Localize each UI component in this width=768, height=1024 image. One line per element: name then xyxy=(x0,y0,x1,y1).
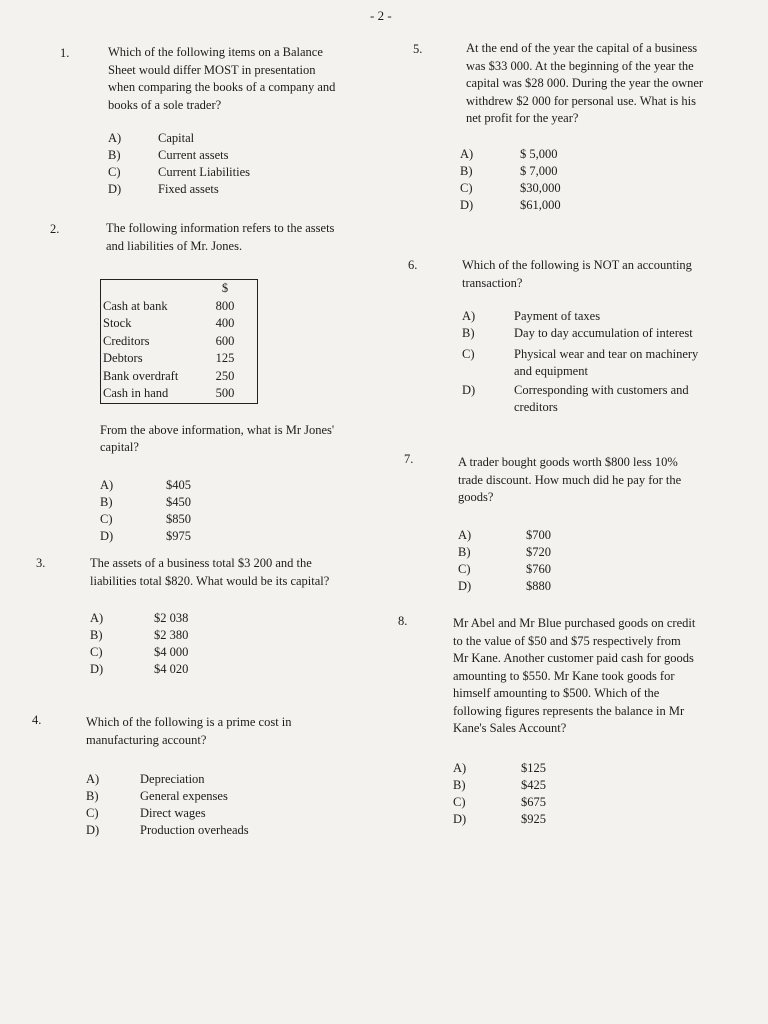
option-letter: C) xyxy=(108,165,121,179)
option-text: $4 020 xyxy=(154,662,189,676)
question-6-stem: Which of the following is NOT an accounting transaction? xyxy=(462,258,692,290)
option-text: Day to day accumulation of interest xyxy=(514,326,693,340)
option-d[interactable] xyxy=(462,382,707,416)
option-letter: D) xyxy=(453,811,467,826)
question-2-options xyxy=(100,477,350,545)
option-text: $425 xyxy=(521,777,546,792)
option-text: $850 xyxy=(166,511,191,526)
option-c[interactable] xyxy=(90,644,330,661)
option-text: Current assets xyxy=(158,148,229,162)
assets-liabilities-table xyxy=(100,279,258,404)
option-text: Depreciation xyxy=(140,772,205,786)
question-8 xyxy=(453,615,698,828)
option-letter: A) xyxy=(86,772,100,786)
option-a[interactable] xyxy=(100,477,350,494)
option-d[interactable] xyxy=(453,811,698,828)
option-text: Fixed assets xyxy=(158,182,219,196)
table-value: 800 xyxy=(215,298,235,313)
question-3-number: 3. xyxy=(36,556,46,570)
option-a[interactable] xyxy=(458,527,703,544)
option-letter: D) xyxy=(458,578,472,593)
table-currency-header: $ xyxy=(221,281,229,295)
question-1-options xyxy=(108,130,343,198)
option-text: $675 xyxy=(521,794,546,809)
option-text: Corresponding with customers and creditors xyxy=(514,383,689,414)
option-text: $700 xyxy=(526,527,551,542)
question-1 xyxy=(108,44,343,198)
option-letter: B) xyxy=(453,777,466,792)
table-value: 500 xyxy=(215,386,235,400)
table-value: 400 xyxy=(215,316,235,330)
option-letter: B) xyxy=(108,148,121,162)
question-1-stem: Which of the following items on a Balance Sheet would differ MOST in presentation when comparing the books of a company and books of a sole trader? xyxy=(108,45,336,112)
option-text: $ 7,000 xyxy=(520,163,558,178)
question-5-number: 5. xyxy=(413,42,423,56)
option-letter: C) xyxy=(86,806,99,820)
option-letter: A) xyxy=(460,146,474,161)
question-7-stem: A trader bought goods worth $800 less 10% trade discount. How much did he pay for the goods? xyxy=(458,455,682,504)
option-text: $4 000 xyxy=(154,645,189,659)
question-4-number: 4. xyxy=(32,713,42,727)
question-5-options xyxy=(460,146,700,214)
table-row xyxy=(101,385,258,403)
option-letter: C) xyxy=(100,511,113,526)
question-2-stem: The following information refers to the assets and liabilities of Mr. Jones. xyxy=(106,221,335,253)
option-letter: B) xyxy=(100,494,113,509)
option-letter: B) xyxy=(462,326,475,340)
option-text: $880 xyxy=(526,578,551,593)
question-2-prompt: From the above information, what is Mr Jones' capital? xyxy=(100,422,335,454)
option-text: $125 xyxy=(521,760,546,775)
option-letter: B) xyxy=(458,544,471,559)
table-row xyxy=(101,315,258,333)
option-text: Payment of taxes xyxy=(514,309,601,323)
option-a[interactable] xyxy=(453,760,698,777)
option-letter: D) xyxy=(90,662,104,676)
option-b[interactable] xyxy=(108,147,343,164)
question-7-number: 7. xyxy=(404,452,414,466)
option-letter: A) xyxy=(462,309,476,323)
option-b[interactable] xyxy=(86,788,326,805)
table-value: 125 xyxy=(215,351,235,365)
option-c[interactable] xyxy=(100,511,350,528)
question-3-stem: The assets of a business total $3 200 and the liabilities total $820. What would be its capital? xyxy=(90,556,330,588)
option-a[interactable] xyxy=(108,130,343,147)
option-b[interactable] xyxy=(462,325,707,342)
option-letter: D) xyxy=(462,383,476,397)
option-c[interactable] xyxy=(460,180,700,197)
question-2-number: 2. xyxy=(50,222,60,236)
option-text: General expenses xyxy=(140,789,228,803)
option-letter: A) xyxy=(108,131,122,145)
option-letter: A) xyxy=(453,760,467,775)
option-letter: A) xyxy=(90,611,104,625)
table-item: Cash in hand xyxy=(103,386,169,400)
option-a[interactable] xyxy=(90,610,330,627)
option-text: $720 xyxy=(526,544,551,559)
option-c[interactable] xyxy=(462,346,707,380)
question-4 xyxy=(86,714,326,839)
table-item: Cash at bank xyxy=(103,298,168,313)
option-text: Capital xyxy=(158,131,195,145)
option-b[interactable] xyxy=(453,777,698,794)
option-letter: D) xyxy=(460,197,474,212)
option-letter: A) xyxy=(458,527,472,542)
option-letter: B) xyxy=(90,628,103,642)
option-letter: A) xyxy=(100,477,114,492)
option-letter: B) xyxy=(460,163,473,178)
option-letter: C) xyxy=(453,794,466,809)
option-letter: C) xyxy=(462,347,475,361)
question-4-stem: Which of the following is a prime cost in manufacturing account? xyxy=(86,715,292,747)
question-6 xyxy=(462,257,707,416)
option-text: $925 xyxy=(521,811,546,826)
option-c[interactable] xyxy=(453,794,698,811)
question-5-stem: At the end of the year the capital of a business was $33 000. At the beginning of the year the capital was $28 000. During the year the owner withdrew $2 000 for personal use. What is his net profit for the year? xyxy=(466,41,704,125)
table-row xyxy=(101,350,258,368)
option-text: Direct wages xyxy=(140,806,206,820)
option-text: Production overheads xyxy=(140,823,249,837)
option-d[interactable] xyxy=(100,528,350,545)
table-row xyxy=(101,298,258,316)
question-8-options xyxy=(453,760,698,828)
table-item: Debtors xyxy=(103,351,143,365)
table-value: 250 xyxy=(215,368,235,383)
option-letter: D) xyxy=(100,528,114,543)
option-d[interactable] xyxy=(90,661,330,678)
question-7-options xyxy=(458,527,703,595)
option-a[interactable] xyxy=(86,771,326,788)
option-letter: B) xyxy=(86,789,99,803)
option-letter: C) xyxy=(458,561,471,576)
question-6-options xyxy=(462,308,707,416)
option-c[interactable] xyxy=(108,164,343,181)
option-c[interactable] xyxy=(458,561,703,578)
option-a[interactable] xyxy=(460,146,700,163)
option-text: $760 xyxy=(526,561,551,576)
table-item: Creditors xyxy=(103,333,150,348)
option-b[interactable] xyxy=(90,627,330,644)
option-text: $975 xyxy=(166,528,191,543)
table-row xyxy=(101,333,258,351)
question-3 xyxy=(90,555,330,678)
option-text: $2 380 xyxy=(154,628,189,642)
option-text: $2 038 xyxy=(154,611,189,625)
table-item: Stock xyxy=(103,316,132,330)
option-a[interactable] xyxy=(462,308,707,325)
table-value: 600 xyxy=(215,333,235,348)
option-text: $450 xyxy=(166,494,191,509)
option-letter: C) xyxy=(90,645,103,659)
option-c[interactable] xyxy=(86,805,326,822)
question-5 xyxy=(460,40,706,214)
option-letter: D) xyxy=(108,182,122,196)
option-text: Current Liabilities xyxy=(158,165,250,179)
question-2 xyxy=(100,220,350,545)
option-letter: D) xyxy=(86,823,100,837)
question-4-options xyxy=(86,771,326,839)
option-text: $405 xyxy=(166,477,191,492)
option-text: $30,000 xyxy=(520,180,561,195)
question-6-number: 6. xyxy=(408,258,418,272)
option-letter: C) xyxy=(460,180,473,195)
question-8-number: 8. xyxy=(398,614,408,628)
option-b[interactable] xyxy=(460,163,700,180)
option-b[interactable] xyxy=(458,544,703,561)
option-text: Physical wear and tear on machinery and equipment xyxy=(514,347,699,378)
question-7 xyxy=(458,454,703,595)
table-item: Bank overdraft xyxy=(103,368,179,383)
option-b[interactable] xyxy=(100,494,350,511)
option-d[interactable] xyxy=(108,181,343,198)
question-1-number: 1. xyxy=(60,46,70,60)
option-text: $61,000 xyxy=(520,197,561,212)
question-3-options xyxy=(90,610,330,678)
option-text: $ 5,000 xyxy=(520,146,558,161)
option-d[interactable] xyxy=(460,197,700,214)
option-d[interactable] xyxy=(458,578,703,595)
option-d[interactable] xyxy=(86,822,326,839)
table-header-row xyxy=(101,280,258,298)
page-number: - 2 - xyxy=(370,8,392,23)
table-row xyxy=(101,368,258,386)
question-8-stem: Mr Abel and Mr Blue purchased goods on credit to the value of $50 and $75 respectively from Mr Kane. Another customer paid cash for goods amounting to $550. Mr Kane took goods for himself amounting to $500. Which of the following figures represents the balance in Mr Kane's Sales Account? xyxy=(453,616,696,735)
